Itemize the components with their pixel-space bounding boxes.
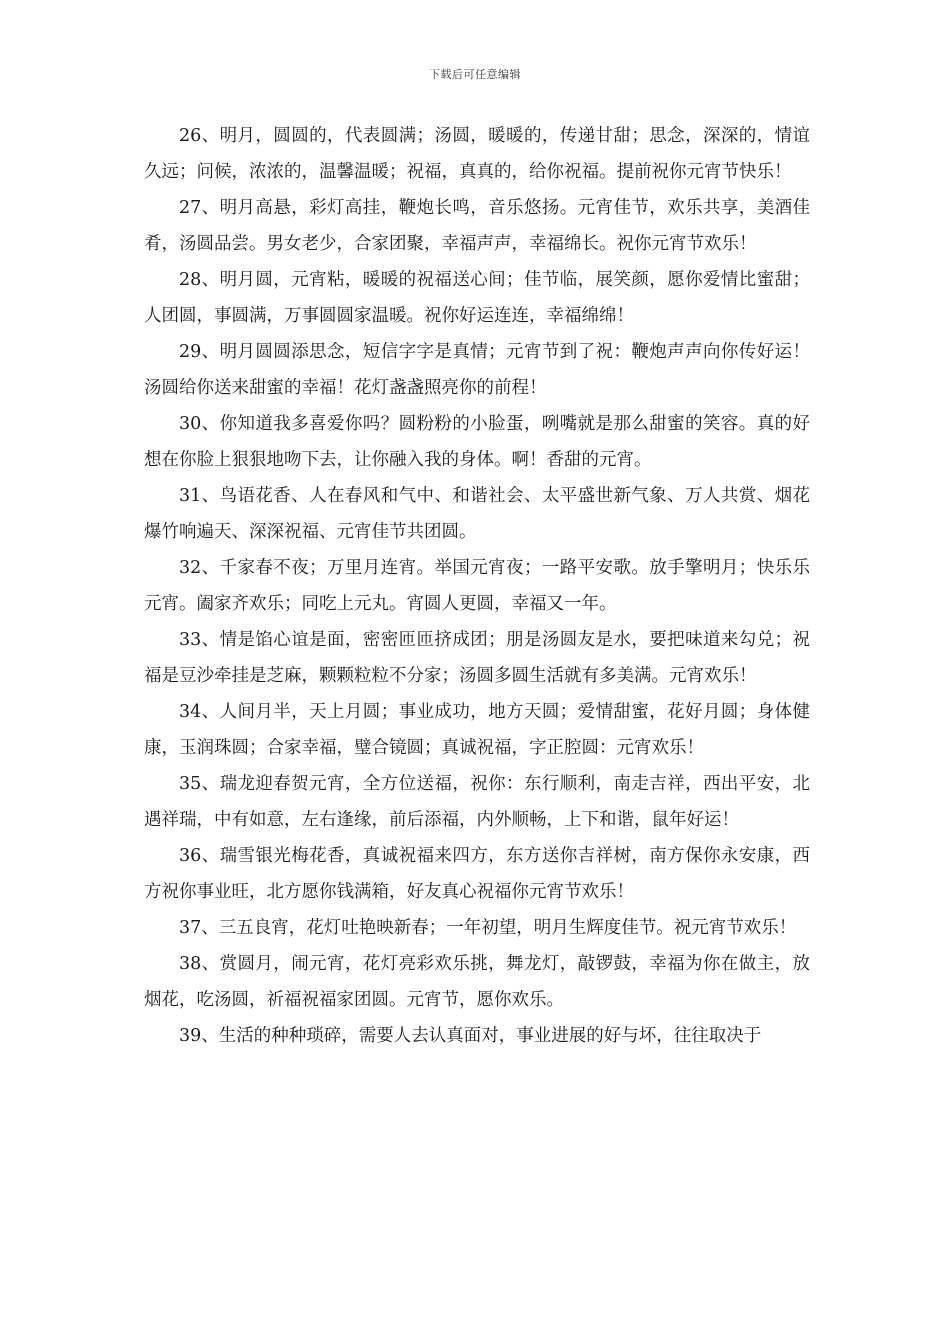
paragraph-27: 27、明月高悬，彩灯高挂，鞭炮长鸣，音乐悠扬。元宵佳节，欢乐共享，美酒佳肴，汤圆品尝。男女老少，合家团聚，幸福声声，幸福绵长。祝你元宵节欢乐！ xyxy=(144,198,810,254)
page-header: 下载后可任意编辑 xyxy=(429,68,521,81)
paragraph-26: 26、明月，圆圆的，代表圆满；汤圆，暖暖的，传递甘甜；思念，深深的，情谊久远；问候，浓浓的，温馨温暖；祝福，真真的，给你祝福。提前祝你元宵节快乐！ xyxy=(144,126,810,182)
paragraph-39: 39、生活的种种琐碎，需要人去认真面对，事业进展的好与坏，往往取决于 xyxy=(179,1026,762,1046)
paragraph-28: 28、明月圆，元宵粘，暖暖的祝福送心间；佳节临，展笑颜，愿你爱情比蜜甜；人团圆，事圆满，万事圆圆家温暖。祝你好运连连，幸福绵绵！ xyxy=(144,270,810,326)
paragraph-30: 30、你知道我多喜爱你吗？圆粉粉的小脸蛋，咧嘴就是那么甜蜜的笑容。真的好想在你脸上狠狠地吻下去，让你融入我的身体。啊！香甜的元宵。 xyxy=(144,414,810,470)
paragraph-35: 35、瑞龙迎春贺元宵，全方位送福，祝你：东行顺利，南走吉祥，西出平安，北遇祥瑞，中有如意，左右逢缘，前后添福，内外顺畅，上下和谐，鼠年好运！ xyxy=(144,774,810,830)
document-body xyxy=(144,118,810,1054)
paragraph-34: 34、人间月半，天上月圆；事业成功，地方天圆；爱情甜蜜，花好月圆；身体健康，玉润珠圆；合家幸福，璧合镜圆；真诚祝福，字正腔圆：元宵欢乐！ xyxy=(144,702,810,758)
paragraph-32: 32、千家春不夜；万里月连宵。举国元宵夜；一路平安歌。放手擎明月；快乐乐元宵。阖家齐欢乐；同吃上元丸。宵圆人更圆，幸福又一年。 xyxy=(144,558,810,614)
paragraph-29: 29、明月圆圆添思念，短信字字是真情；元宵节到了祝：鞭炮声声向你传好运！汤圆给你送来甜蜜的幸福！花灯盏盏照亮你的前程！ xyxy=(144,342,810,398)
paragraph-33: 33、情是馅心谊是面，密密匝匝挤成团；朋是汤圆友是水，要把味道来勾兑；祝福是豆沙牵挂是芝麻，颗颗粒粒不分家；汤圆多圆生活就有多美满。元宵欢乐！ xyxy=(144,630,810,686)
paragraph-38: 38、赏圆月，闹元宵，花灯亮彩欢乐挑，舞龙灯，敲锣鼓，幸福为你在做主，放烟花，吃汤圆，祈福祝福家团圆。元宵节，愿你欢乐。 xyxy=(144,954,810,1010)
paragraph-36: 36、瑞雪银光梅花香，真诚祝福来四方，东方送你吉祥树，南方保你永安康，西方祝你事业旺，北方愿你钱满箱，好友真心祝福你元宵节欢乐！ xyxy=(144,846,810,902)
paragraph-37: 37、三五良宵，花灯吐艳映新春；一年初望，明月生辉度佳节。祝元宵节欢乐！ xyxy=(179,918,797,938)
paragraph-31: 31、鸟语花香、人在春风和气中、和谐社会、太平盛世新气象、万人共赏、烟花爆竹响遍天、深深祝福、元宵佳节共团圆。 xyxy=(144,486,810,542)
